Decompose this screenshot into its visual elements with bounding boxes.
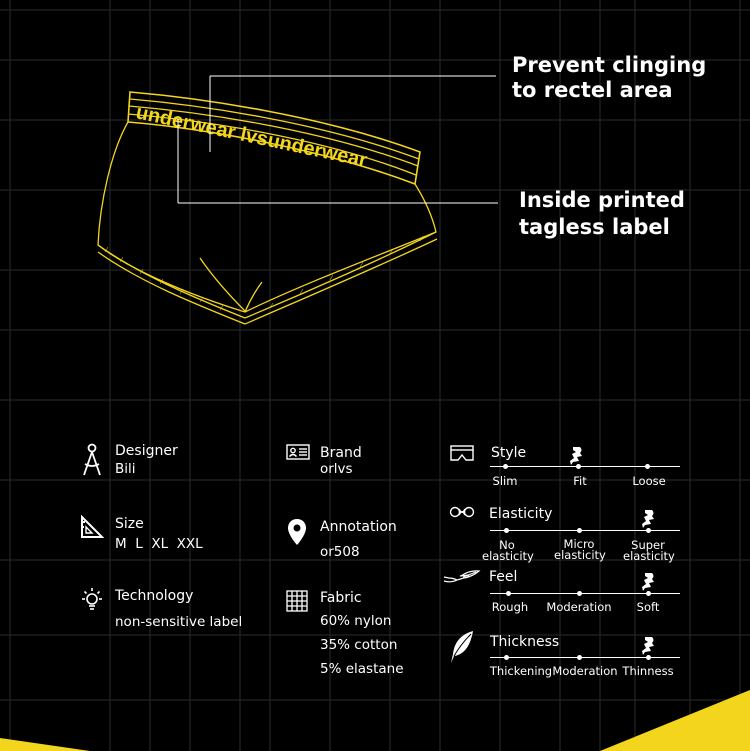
fabric-line: 60% nylon [320,613,392,629]
callout-clinging-line2: to rectel area [512,78,673,102]
waistband-logo-text: underwear lvsunderwear [133,101,370,172]
feather-icon [449,630,475,664]
technology-value: non-sensitive label [115,614,243,630]
elasticity-option: elasticity [623,549,675,563]
brand-value: orlvs [320,461,353,477]
style-label: Style [491,445,527,461]
annotation-value: or508 [320,544,360,560]
elasticity-option: elasticity [482,549,534,563]
feel-scale-tick [577,591,582,596]
style-option: Slim [492,474,518,488]
thickness-selected-marker-icon [641,634,659,656]
lightbulb-icon [80,587,104,613]
fabric-line: 5% elastane [320,661,404,677]
thickness-option: Thickening [489,664,553,678]
feel-option: Rough [491,600,529,614]
elasticity-label: Elasticity [489,506,553,522]
hand-feather-icon [443,569,481,585]
size-label: Size [115,516,144,532]
callout-clinging-line1: Prevent clinging [512,53,707,77]
thickness-scale-tick [504,655,509,660]
briefs-icon [450,445,474,463]
feel-label: Feel [489,569,518,585]
thickness-scale-track [490,657,680,658]
elasticity-scale-tick [577,528,582,533]
feel-option: Soft [636,600,660,614]
elasticity-option: Micro [563,537,595,551]
elastic-loop-icon [449,505,475,519]
thickness-label: Thickness [490,634,560,650]
size-value: M L XL XXL [115,536,203,552]
feel-selected-marker-icon [641,570,659,592]
callout-label-line1: Inside printed [519,188,685,212]
location-pin-icon [287,518,307,546]
elasticity-scale-tick [504,528,509,533]
elasticity-option: Super [631,538,665,552]
technology-label: Technology [115,588,194,604]
style-selected-marker-icon [569,444,587,466]
style-option: Fit [573,474,587,488]
style-option: Loose [632,474,666,488]
annotation-label: Annotation [320,519,397,535]
elasticity-selected-marker-icon [641,507,659,529]
style-scale-tick [503,464,508,469]
feel-scale-tick [506,591,511,596]
designer-value: Bili [115,461,136,477]
style-scale-track [490,466,680,467]
ruler-triangle-icon [80,515,104,539]
thickness-scale-tick [577,655,582,660]
callout-label-line2: tagless label [519,215,670,239]
elasticity-scale-track [490,530,680,531]
brand-label: Brand [320,445,362,461]
designer-label: Designer [115,443,178,459]
compass-icon [80,442,104,478]
elasticity-option: elasticity [554,548,606,562]
thickness-option: Moderation [552,664,618,678]
fabric-line: 35% cotton [320,637,398,653]
style-scale-tick [645,464,650,469]
fabric-label: Fabric [320,590,362,606]
feel-option: Moderation [546,600,612,614]
feel-scale-track [490,593,680,594]
fabric-grid-icon [286,590,308,612]
id-card-icon [286,444,310,460]
thickness-option: Thinness [622,664,674,678]
elasticity-option: No [499,538,515,552]
